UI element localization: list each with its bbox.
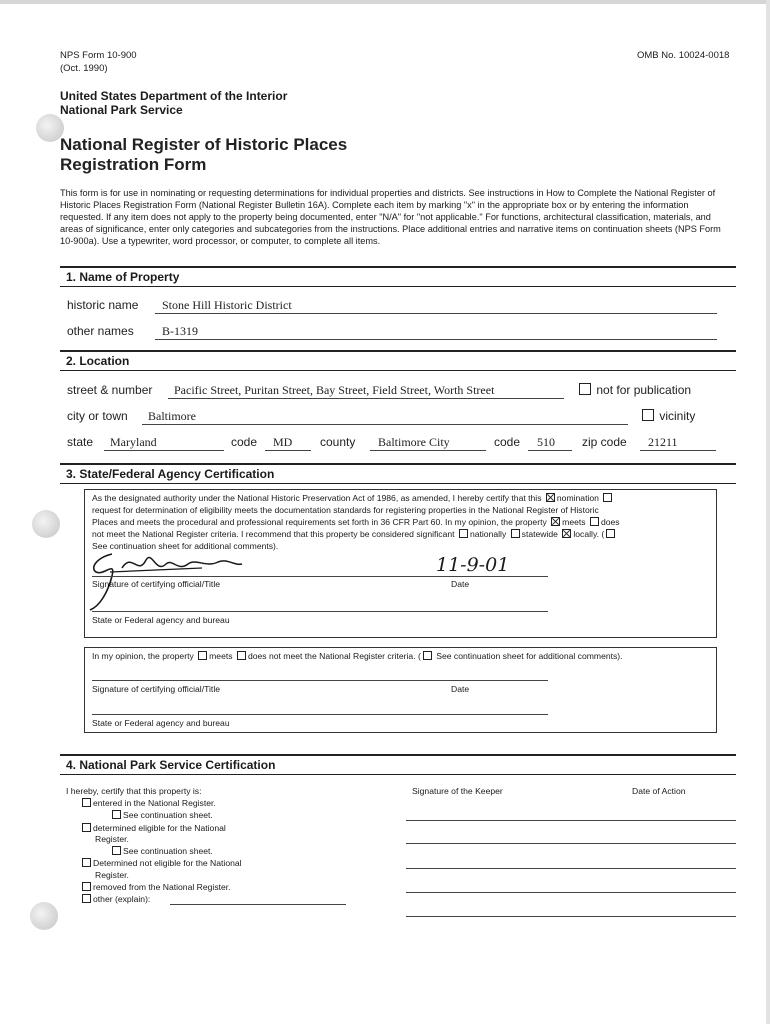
opinion-continuation-checkbox[interactable] [423, 651, 432, 660]
not-for-publication-checkbox[interactable] [579, 383, 591, 395]
nps-intro: I hereby, certify that this property is: [66, 786, 202, 796]
nps-removed[interactable] [80, 882, 231, 893]
opinion-text: In my opinion, the property [92, 651, 194, 661]
section-2-header [60, 350, 736, 371]
cert-line-3 [92, 517, 620, 528]
opinion-does-not-checkbox[interactable] [237, 651, 246, 660]
not-eligible-register-label: Register. [95, 870, 129, 880]
continuation-checkbox[interactable] [606, 529, 615, 538]
date-label: Date [451, 579, 470, 589]
zip-label: zip code [582, 435, 627, 449]
cert-line-1 [92, 493, 614, 504]
agency-line [92, 611, 548, 612]
signature-label: Signature of certifying official/Title [92, 579, 221, 589]
eligible-continuation-label: See continuation sheet. [123, 846, 213, 856]
county-line [370, 450, 486, 451]
other-explain-line[interactable] [170, 904, 346, 905]
scan-edge-top [0, 0, 770, 4]
other-checkbox[interactable] [82, 894, 91, 903]
historic-name-line [155, 313, 717, 314]
form-title: National Register of Historic Places [60, 135, 348, 154]
state-code-label: code [231, 435, 258, 449]
city-label: city or town [67, 409, 128, 423]
not-eligible-checkbox[interactable] [82, 858, 91, 867]
omb-number: OMB No. 10024-0018 [637, 50, 730, 61]
locally-checkbox[interactable] [562, 529, 571, 538]
section-3-header [60, 463, 736, 484]
not-eligible-label: Determined not eligible for the National [93, 858, 242, 868]
cert-text-3: Places and meets the procedural and professional requirements set forth in 36 CFR Part 60. In my opinion, the property [92, 517, 547, 527]
state-field[interactable]: Maryland [110, 435, 157, 449]
punch-hole-bottom [30, 902, 58, 930]
keeper-line-5[interactable] [406, 916, 736, 917]
city-field[interactable]: Baltimore [148, 409, 196, 423]
action-date-label: Date of Action [632, 786, 686, 796]
nps-other[interactable] [80, 894, 150, 905]
other-label: other (explain): [93, 894, 151, 904]
signature2-line [92, 680, 548, 681]
scan-edge-right [766, 0, 770, 1024]
keeper-line-1[interactable] [406, 820, 736, 821]
section-4-header [60, 754, 736, 775]
cert-text-4: not meet the National Register criteria. I recommend that this property be considered significant [92, 529, 455, 539]
opinion-continuation-label: See continuation sheet for additional comments). [436, 651, 623, 661]
cert-text-1: As the designated authority under the National Historic Preservation Act of 1986, as amended, I hereby certify that this [92, 493, 542, 503]
meets-checkbox[interactable] [551, 517, 560, 526]
punch-hole-middle [32, 510, 60, 538]
form-subtitle: Registration Form [60, 155, 207, 174]
entered-checkbox[interactable] [82, 798, 91, 807]
section-3-title: 3. State/Federal Agency Certification [66, 467, 275, 481]
other-names-field[interactable]: B-1319 [162, 324, 198, 338]
street-label: street & number [67, 383, 153, 397]
cert-text-2: request for determination of eligibility meets the documentation standards for registering properties in the National Register of Historic [92, 505, 599, 515]
other-names-line [155, 339, 717, 340]
section-1-title: 1. Name of Property [66, 270, 180, 284]
statewide-checkbox[interactable] [511, 529, 520, 538]
nationally-label: nationally [469, 529, 507, 539]
eligible-register-label: Register. [95, 834, 129, 844]
vicinity-option[interactable] [640, 409, 695, 423]
opinion-does-not-label: does not meet the National Register criteria. ( [247, 651, 421, 661]
eligible-label: determined eligible for the National [93, 823, 226, 833]
state-line [104, 450, 224, 451]
county-field[interactable]: Baltimore City [378, 435, 450, 449]
county-code-label: code [494, 435, 521, 449]
section-1-header [60, 266, 736, 287]
signature-line [92, 576, 548, 577]
vicinity-checkbox[interactable] [642, 409, 654, 421]
keeper-line-3[interactable] [406, 868, 736, 869]
does-label: does [600, 517, 620, 527]
cert-line-4 [92, 529, 617, 540]
removed-checkbox[interactable] [82, 882, 91, 891]
street-line [168, 398, 564, 399]
form-date: (Oct. 1990) [60, 63, 108, 74]
meets-label: meets [562, 517, 586, 527]
cert-text-5: See continuation sheet for additional comments). [92, 541, 279, 551]
entered-continuation-checkbox[interactable] [112, 810, 121, 819]
other-names-label: other names [67, 324, 134, 338]
signature-date-handwritten: 11-9-01 [436, 554, 510, 576]
does-not-meet-checkbox[interactable] [590, 517, 599, 526]
nationally-checkbox[interactable] [459, 529, 468, 538]
state-code-line [265, 450, 311, 451]
agency2-line [92, 714, 548, 715]
historic-name-label: historic name [67, 298, 139, 312]
agency-label: State or Federal agency and bureau [92, 615, 230, 625]
city-line [142, 424, 628, 425]
opinion-meets-label: meets [209, 651, 233, 661]
service-name: National Park Service [60, 103, 183, 117]
statewide-label: statewide [521, 529, 558, 539]
signature2-label: Signature of certifying official/Title [92, 684, 221, 694]
state-code-field[interactable]: MD [273, 435, 293, 449]
vicinity-label: vicinity [659, 409, 696, 423]
eligible-checkbox[interactable] [82, 823, 91, 832]
entered-label: entered in the National Register. [93, 798, 216, 808]
locally-label: locally. ( [573, 529, 605, 539]
state-label: state [67, 435, 94, 449]
street-field[interactable]: Pacific Street, Puritan Street, Bay Street, Field Street, Worth Street [174, 383, 495, 397]
keeper-label: Signature of the Keeper [412, 786, 503, 796]
nps-not-eligible[interactable] [80, 858, 242, 869]
nomination-checkbox[interactable] [546, 493, 555, 502]
nomination-label: nomination [556, 493, 599, 503]
zip-line [640, 450, 716, 451]
agency2-label: State or Federal agency and bureau [92, 718, 230, 728]
keeper-line-4[interactable] [406, 892, 736, 893]
opinion-line [92, 651, 623, 662]
instructions-text: This form is for use in nominating or requesting determinations for individual properties and districts. See instructions in How to Complete the National Register of Historic Places Registration Form (National Register Bulletin 16A). Complete each item by marking "x" in the appropriate box or by entering the information requested. If any item does not apply to the property being documented, enter "N/A" for "not applicable." For functions, architectural classification, materials, and areas of significance, enter only categories and subcategories from the instructions. Place additional entries and narrative items on continuation sheets (NPS Form 10-900a). Use a typewriter, word processor, or computer, to complete all items. [60, 188, 721, 246]
request-checkbox[interactable] [603, 493, 612, 502]
nps-entered[interactable] [80, 798, 216, 809]
removed-label: removed from the National Register. [93, 882, 231, 892]
nps-entered-cont[interactable] [110, 810, 213, 821]
keeper-line-2[interactable] [406, 843, 736, 844]
not-for-publication-label: not for publication [596, 383, 692, 397]
zip-field[interactable]: 21211 [648, 435, 678, 449]
county-code-field[interactable]: 510 [537, 435, 555, 449]
nps-eligible-cont[interactable] [110, 846, 213, 857]
county-label: county [320, 435, 356, 449]
nps-eligible[interactable] [80, 823, 226, 834]
not-for-publication-option[interactable] [577, 383, 691, 397]
eligible-continuation-checkbox[interactable] [112, 846, 121, 855]
section-2-title: 2. Location [66, 354, 130, 368]
entered-continuation-label: See continuation sheet. [123, 810, 213, 820]
form-number: NPS Form 10-900 [60, 50, 137, 61]
section-4-title: 4. National Park Service Certification [66, 758, 276, 772]
opinion-meets-checkbox[interactable] [198, 651, 207, 660]
county-code-line [528, 450, 572, 451]
historic-name-field[interactable]: Stone Hill Historic District [162, 298, 292, 312]
department-name: United States Department of the Interior [60, 89, 288, 103]
date2-label: Date [451, 684, 470, 694]
